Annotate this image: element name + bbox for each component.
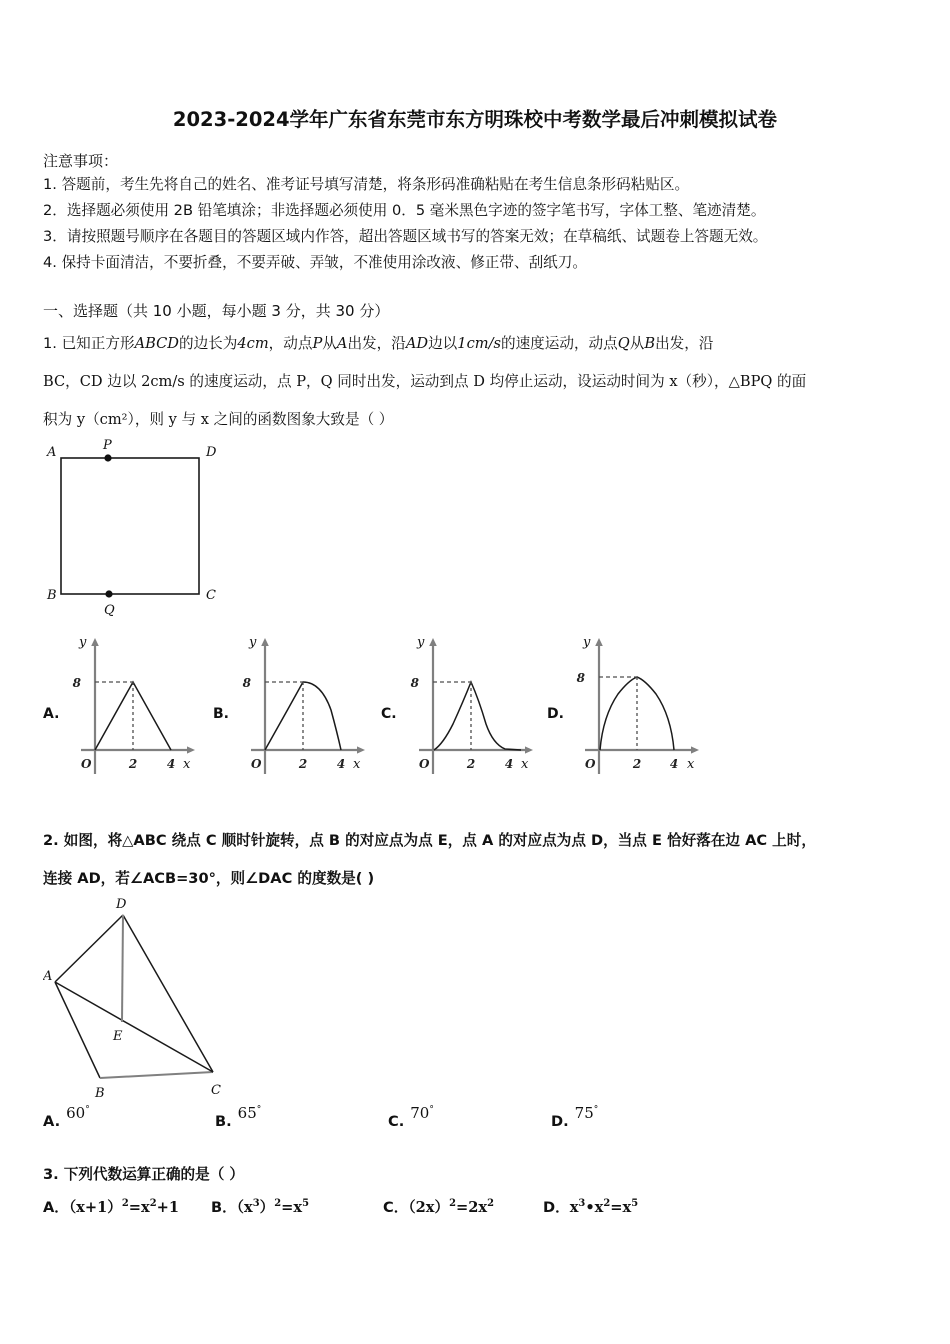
q1-l1-b: 的边长为	[178, 335, 238, 352]
notice-item-3: 3．请按照题号顺序在各题目的答题区域内作答，超出答题区域书写的答案无效；在草稿纸、试题卷上答题无效。	[43, 228, 768, 245]
q3-option-B-letter: B．	[211, 1199, 237, 1216]
graph-B-y-label: y	[249, 635, 257, 650]
question-3-number: 3.	[43, 1166, 59, 1183]
graph-C-y-label: y	[417, 635, 425, 650]
graph-A-y-arrow	[91, 638, 99, 646]
square-label-Q: Q	[104, 603, 115, 618]
figure-triangle-rotation	[43, 893, 283, 1108]
graph-B-y-tick-8: 8	[242, 676, 251, 690]
graph-C-x-tick-4: 4	[504, 757, 514, 771]
notice-item-4: 4. 保持卡面清洁，不要折叠，不要弄破、弄皱，不准使用涂改液、修正带、刮纸刀。	[43, 254, 587, 271]
q3-option-A-letter: A．	[43, 1199, 69, 1216]
graph-C-y-arrow	[429, 638, 437, 646]
segment-BC	[100, 1072, 213, 1078]
q2-option-C-letter: C.	[388, 1113, 405, 1130]
graph-A-letter: A.	[43, 706, 60, 722]
graph-A-origin: O	[81, 757, 92, 771]
graph-C-x-arrow	[525, 746, 533, 753]
question-2-line-2: 连接 AD，若∠ACB=30°，则∠DAC 的度数是( )	[43, 870, 375, 887]
question-3-options	[43, 1196, 923, 1224]
graph-A-y-label: y	[79, 635, 87, 650]
question-3-line-1: 下列代数运算正确的是（ ）	[63, 1166, 245, 1183]
question-2-option-C[interactable]	[388, 1104, 434, 1130]
graph-B-y-arrow	[261, 638, 269, 646]
answer-graph-A	[43, 635, 195, 774]
square-label-D: D	[206, 445, 217, 460]
figure-square-abcd	[43, 435, 283, 625]
segment-AC	[55, 982, 213, 1072]
question-2-number: 2.	[43, 832, 59, 849]
graph-A-x-arrow	[187, 746, 195, 753]
graph-A-y-tick-8: 8	[72, 676, 81, 690]
graph-D-x-tick-4: 4	[669, 757, 679, 771]
triangle-label-C: C	[211, 1083, 221, 1098]
question-2-line-1	[43, 822, 923, 860]
graph-C-origin: O	[419, 757, 430, 771]
question-1-answer-graphs	[43, 632, 923, 782]
question-2-options	[43, 1106, 923, 1136]
graph-B-curve	[265, 682, 341, 750]
answer-graph-D	[547, 635, 699, 774]
q1-l1-abcd: ABCD	[134, 335, 179, 352]
q2-option-C-value: 70	[410, 1104, 430, 1122]
q3-option-D-letter: D．	[543, 1199, 570, 1216]
graph-D-y-label: y	[583, 635, 591, 650]
notice-item-2: 2．选择题必须使用 2B 铅笔填涂；非选择题必须使用 0．5 毫米黑色字迹的签字笔书写，字体工整、笔迹清楚。	[43, 202, 766, 219]
graph-D-x-tick-2: 2	[632, 757, 642, 771]
graph-B-x-tick-2: 2	[298, 757, 308, 771]
square-label-A: A	[47, 445, 57, 460]
question-3-text	[43, 1163, 923, 1184]
question-1-text	[43, 325, 923, 439]
graph-D-x-label: x	[687, 757, 695, 772]
q3-option-C-letter: C．	[383, 1199, 409, 1216]
question-1-line-1	[43, 325, 923, 363]
q1-l1-h: 从	[629, 335, 645, 352]
segment-DC	[123, 915, 213, 1072]
graph-D-origin: O	[585, 757, 596, 771]
segment-AB	[55, 982, 100, 1078]
graph-C-y-tick-8: 8	[410, 676, 419, 690]
graph-A-x-tick-4: 4	[166, 757, 176, 771]
q1-l1-A: A	[336, 335, 348, 352]
question-1-line-2: BC，CD 边以 2cm/s 的速度运动，点 P，Q 同时出发，运动到点 D 均停止运动，设运动时间为 x（秒），△BPQ 的面	[43, 373, 807, 390]
graph-C-x-tick-2: 2	[466, 757, 476, 771]
question-1-number: 1.	[43, 335, 57, 352]
graph-C-curve	[434, 682, 521, 750]
q1-l1-4cm: 4cm	[237, 335, 269, 352]
graph-B-x-tick-4: 4	[336, 757, 346, 771]
square-label-B: B	[47, 588, 57, 603]
answer-graph-B	[213, 635, 365, 774]
graph-D-y-tick-8: 8	[576, 671, 585, 685]
q2-option-D-letter: D.	[551, 1113, 569, 1130]
question-3-option-D[interactable]	[543, 1196, 638, 1217]
question-2-option-A[interactable]	[43, 1104, 90, 1130]
question-2-line-1-text: 如图，将△ABC 绕点 C 顺时针旋转，点 B 的对应点为点 E，点 A 的对应点为点 D，当点 E 恰好落在边 AC 上时，	[63, 832, 816, 849]
q1-l1-1cms: 1cm/s	[457, 335, 501, 352]
graph-B-x-label: x	[353, 757, 361, 772]
q1-l1-AD: AD	[405, 335, 429, 352]
point-P-marker	[104, 454, 111, 461]
question-2-option-B[interactable]	[215, 1104, 262, 1130]
triangle-label-A: A	[43, 969, 53, 984]
q2-option-B-degree: °	[256, 1105, 262, 1116]
q1-l1-a: 已知正方形	[61, 335, 135, 352]
q2-option-C-degree: °	[429, 1105, 434, 1116]
graph-B-origin: O	[251, 757, 262, 771]
graph-C-letter: C.	[381, 706, 397, 722]
q2-option-A-degree: °	[85, 1105, 90, 1116]
point-Q-marker	[105, 590, 112, 597]
graph-C-x-label: x	[521, 757, 529, 772]
square-outline	[61, 458, 199, 594]
q2-option-D-degree: °	[593, 1105, 599, 1116]
question-3-option-C[interactable]	[383, 1196, 494, 1217]
q3-option-A-expression: $(x+1)^2=x^2+1$	[68, 1198, 180, 1216]
q2-option-B-value: 65	[237, 1104, 257, 1122]
q3-option-D-expression: $x^3•x^2=x^5$	[569, 1198, 639, 1216]
graph-A-x-label: x	[183, 757, 191, 772]
square-label-P: P	[103, 438, 112, 453]
q2-option-B-letter: B.	[215, 1113, 232, 1130]
graph-D-x-arrow	[691, 746, 699, 753]
question-3-option-B[interactable]	[211, 1196, 309, 1217]
segment-DE	[122, 915, 123, 1022]
triangle-label-D: D	[116, 897, 127, 912]
question-1-line-3: 积为 y（cm²），则 y 与 x 之间的函数图象大致是（ ）	[43, 411, 394, 428]
graph-B-x-arrow	[357, 746, 365, 753]
notice-heading: 注意事项：	[43, 152, 119, 170]
page-title: 2023-2024学年广东省东莞市东方明珠校中考数学最后冲刺模拟试卷	[172, 108, 778, 131]
graph-B-letter: B.	[213, 706, 229, 722]
graph-D-letter: D.	[547, 706, 564, 722]
q1-l1-i: 出发，沿	[655, 335, 714, 352]
q3-option-B-expression: $(x^3)^2=x^5$	[236, 1198, 309, 1216]
q2-option-A-letter: A.	[43, 1113, 61, 1130]
graph-A-x-tick-2: 2	[128, 757, 138, 771]
answer-graph-C	[381, 635, 533, 774]
section-heading: 一、选择题（共 10 小题，每小题 3 分，共 30 分）	[43, 302, 390, 320]
square-label-C: C	[206, 588, 216, 603]
q1-l1-g: 的速度运动，动点	[500, 335, 618, 352]
q1-l1-f: 边以	[428, 335, 458, 352]
triangle-label-B: B	[95, 1086, 105, 1101]
q2-option-A-value: 60	[66, 1104, 86, 1122]
question-2-text	[43, 822, 923, 898]
q3-option-C-expression: $(2x)^2=2x^2$	[408, 1198, 494, 1216]
q1-l1-c: ，动点	[268, 335, 313, 352]
q2-option-D-value: 75	[574, 1104, 594, 1122]
q1-l1-d: 从	[322, 335, 337, 352]
notice-block	[43, 150, 923, 276]
segment-AD	[55, 915, 123, 982]
q1-l1-Q: Q	[617, 335, 630, 352]
graph-D-y-arrow	[595, 638, 603, 646]
q1-l1-P: P	[312, 335, 323, 352]
triangle-label-E: E	[113, 1029, 123, 1044]
q1-l1-B: B	[644, 335, 656, 352]
question-3-option-A[interactable]	[43, 1196, 179, 1217]
graph-A-curve	[95, 682, 171, 750]
question-2-option-D[interactable]	[551, 1104, 599, 1130]
q1-l1-e: 出发，沿	[347, 335, 406, 352]
notice-item-1: 1. 答题前，考生先将自己的姓名、准考证号填写清楚，将条形码准确粘贴在考生信息条形码粘贴区。	[43, 176, 690, 193]
